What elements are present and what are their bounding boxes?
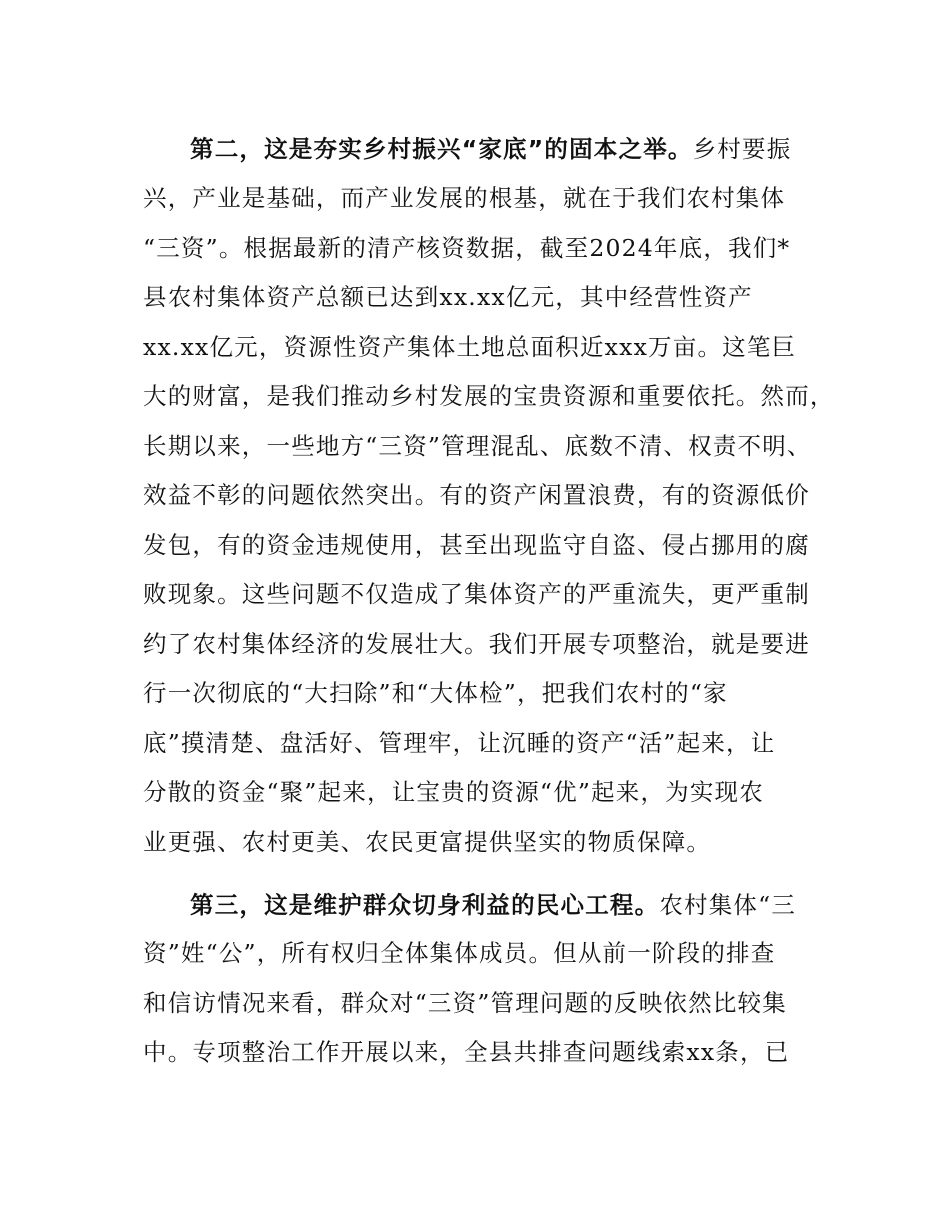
- paragraph-line: 长期以来，一些地方“三资”管理混乱、底数不清、权责不明、: [143, 432, 812, 460]
- paragraph-line: 行一次彻底的“大扫除”和“大体检”，把我们农村的“家: [143, 679, 728, 707]
- paragraph-line: 约了农村集体经济的发展壮大。我们开展专项整治，就是要进: [143, 630, 810, 658]
- paragraph-line: 兴，产业是基础，而产业发展的根基，就在于我们农村集体: [143, 184, 786, 212]
- paragraph-text: 乡村要振: [692, 135, 792, 163]
- paragraph-line: [190, 891, 796, 919]
- paragraph-line: 败现象。这些问题不仅造成了集体资产的严重流失，更严重制: [143, 580, 810, 608]
- paragraph-text: 农村集体“三: [659, 891, 797, 919]
- paragraph-line: 分散的资金“聚”起来，让宝贵的资源“优”起来，为实现农: [143, 778, 764, 806]
- paragraph-line: 和信访情况来看，群众对“三资”管理问题的反映依然比较集: [143, 989, 787, 1017]
- paragraph-line: “三资”。根据最新的清产核资数据，截至2024年底，我们*: [143, 234, 791, 262]
- paragraph-line: [190, 135, 791, 163]
- paragraph-line: 底”摸清楚、盘活好、管理牢，让沉睡的资产“活”起来，让: [143, 729, 776, 757]
- paragraph-line: 效益不彰的问题依然突出。有的资产闲置浪费，有的资源低价: [143, 481, 810, 509]
- paragraph-line: 中。专项整治工作开展以来，全县共排查问题线索xx条，已: [143, 1038, 790, 1066]
- paragraph-line: 大的财富，是我们推动乡村发展的宝贵资源和重要依托。然而，: [143, 382, 835, 410]
- paragraph-line: 县农村集体资产总额已达到xx.xx亿元，其中经营性资产: [143, 283, 753, 311]
- paragraph-line: 资”姓“公”，所有权归全体集体成员。但从前一阶段的排查: [143, 939, 776, 967]
- paragraph-heading: 第二，这是夯实乡村振兴“家底”的固本之举。: [190, 135, 693, 163]
- paragraph-heading: 第三，这是维护群众切身利益的民心工程。: [190, 891, 660, 919]
- paragraph-line: 业更强、农村更美、农民更富提供坚实的物质保障。: [143, 828, 712, 856]
- paragraph-line: 发包，有的资金违规使用，甚至出现监守自盗、侵占挪用的腐: [143, 531, 810, 559]
- paragraph-line: xx.xx亿元，资源性资产集体土地总面积近xxx万亩。这笔巨: [143, 333, 797, 361]
